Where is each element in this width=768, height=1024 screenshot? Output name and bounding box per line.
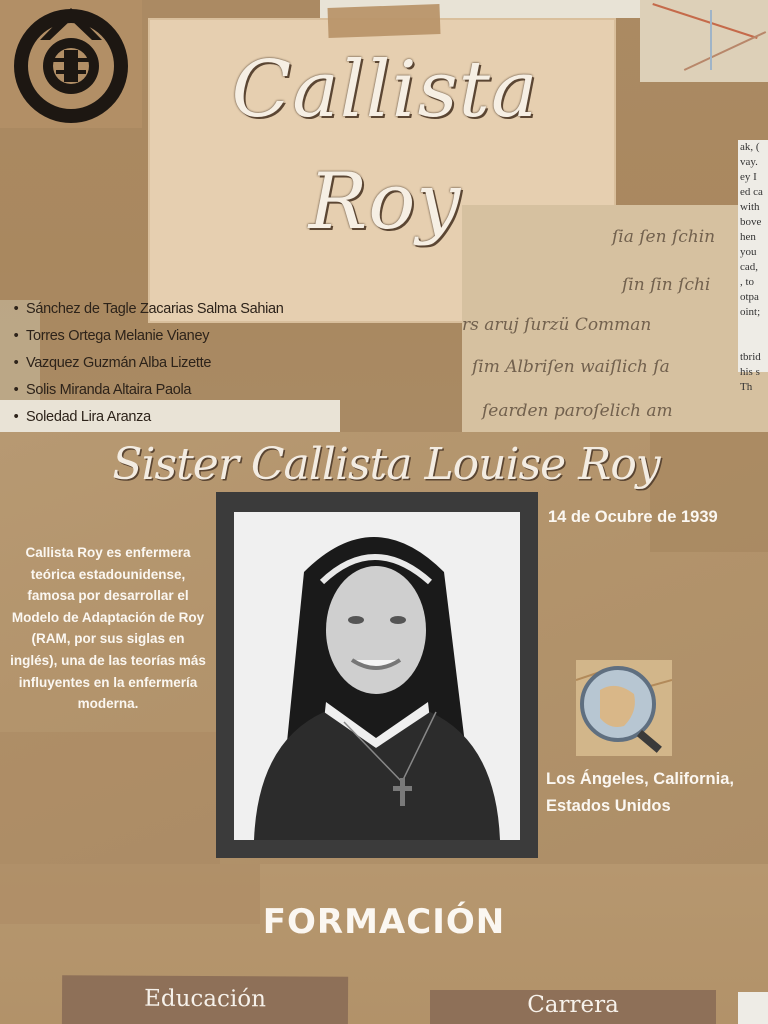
map-magnifier-image [576, 660, 672, 756]
member-item: • Vazquez Guzmán Alba Lizette [6, 350, 336, 377]
formation-section [0, 864, 768, 1024]
nun-portrait-icon [234, 512, 520, 840]
member-item: • Soledad Lira Aranza [6, 404, 336, 431]
birthplace: Los Ángeles, California, Estados Unidos [546, 770, 734, 815]
title-line-1: Callista [231, 45, 539, 135]
map-scrap [640, 0, 768, 82]
portrait-photo [234, 512, 520, 840]
school-logo [0, 0, 142, 128]
profile-section [0, 432, 768, 864]
bio-text: Callista Roy es enfermera teórica estadounidense, famosa por desarrollar el Modelo de Adaptación de Roy (RAM, por sus siglas en inglés), una de las teorías más influyentes en la enfermería moderna. [10, 545, 206, 712]
member-item: • Torres Ortega Melanie Vianey [6, 323, 336, 350]
education-card [62, 975, 348, 1024]
team-members-list [6, 296, 336, 431]
handwritten-letter: ſia ſen ſchin ſin ſin ſchi rs aruj ſurzü Comman ſim Albriſen waiſlich ſa ſearden paroſelich am [462, 205, 768, 432]
tape-strip [328, 4, 441, 38]
birth-date: 14 de Ocubre de 1939 [548, 508, 718, 526]
member-item: • Solis Miranda Altaira Paola [6, 377, 336, 404]
title-line-2: Roy [308, 157, 462, 247]
magnifier-icon [576, 660, 672, 756]
newspaper-scrap [738, 992, 768, 1024]
profile-name: Sister Callista Louise Roy [112, 439, 660, 490]
card-label: Carrera [527, 992, 619, 1018]
header-section [0, 0, 768, 432]
newspaper-scrap: ak, ( vay. ey I ed ca with bove hen you cad, , to otpa oint; tbrid his s Th [738, 140, 768, 372]
card-label: Educación [144, 985, 267, 1013]
page-title [190, 34, 580, 258]
career-card [430, 990, 716, 1024]
member-item: • Sánchez de Tagle Zacarias Salma Sahian [6, 296, 336, 323]
logo-emblem-icon [0, 0, 142, 128]
torn-paper [0, 732, 220, 864]
section-title: FORMACIÓN [262, 902, 506, 942]
